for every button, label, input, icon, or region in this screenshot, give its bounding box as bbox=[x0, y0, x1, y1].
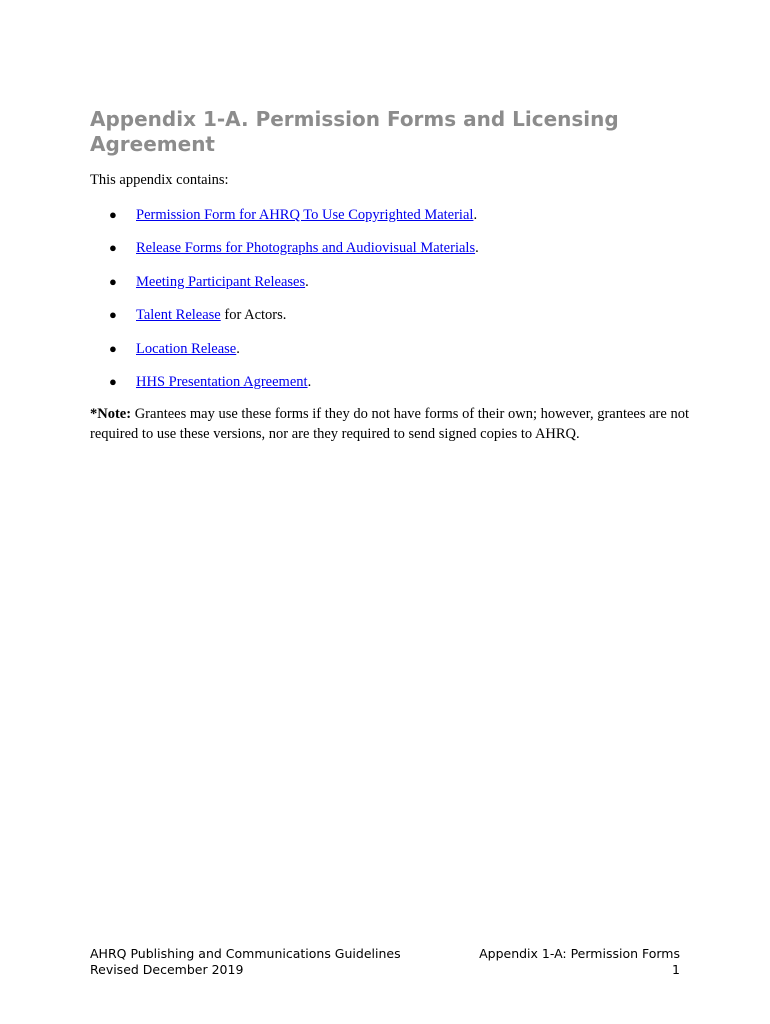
item-suffix: . bbox=[475, 240, 479, 257]
note-text: Grantees may use these forms if they do not have forms of their own; however, grantees are not required to use these versions, nor are they required to send signed copies to AHRQ. bbox=[90, 406, 689, 442]
footer-publication-title: AHRQ Publishing and Communications Guidelines bbox=[90, 946, 401, 961]
item-suffix: for Actors. bbox=[220, 307, 287, 324]
footer-right bbox=[479, 946, 680, 978]
bullet-icon: ● bbox=[109, 273, 117, 289]
link-hhs-presentation-agreement[interactable]: HHS Presentation Agreement bbox=[136, 373, 308, 390]
note-paragraph bbox=[90, 405, 690, 444]
page-title: Appendix 1-A. Permission Forms and Licensing Agreement bbox=[90, 107, 619, 156]
link-permission-form[interactable]: Permission Form for AHRQ To Use Copyrighted Material bbox=[136, 207, 474, 223]
item-suffix: . bbox=[473, 207, 478, 223]
item-suffix: . bbox=[236, 340, 240, 357]
page-number: 1 bbox=[672, 962, 680, 977]
item-suffix: . bbox=[305, 273, 309, 290]
link-location-release[interactable]: Location Release bbox=[136, 340, 237, 357]
bullet-icon: ● bbox=[109, 340, 117, 356]
note-label: *Note: bbox=[90, 406, 132, 422]
link-talent-release[interactable]: Talent Release bbox=[136, 307, 221, 324]
bullet-icon: ● bbox=[109, 240, 117, 256]
bullet-icon: ● bbox=[109, 307, 117, 323]
link-release-forms[interactable]: Release Forms for Photographs and Audiovisual Materials bbox=[136, 240, 476, 257]
footer-left bbox=[90, 946, 401, 978]
footer-revision-date: Revised December 2019 bbox=[90, 962, 244, 977]
item-suffix: . bbox=[307, 373, 312, 390]
link-meeting-participant-releases[interactable]: Meeting Participant Releases bbox=[136, 273, 306, 290]
bullet-icon: ● bbox=[109, 207, 117, 222]
bullet-icon: ● bbox=[109, 373, 117, 389]
footer-section-title: Appendix 1-A: Permission Forms bbox=[479, 946, 680, 961]
intro-text: This appendix contains: bbox=[90, 172, 229, 188]
